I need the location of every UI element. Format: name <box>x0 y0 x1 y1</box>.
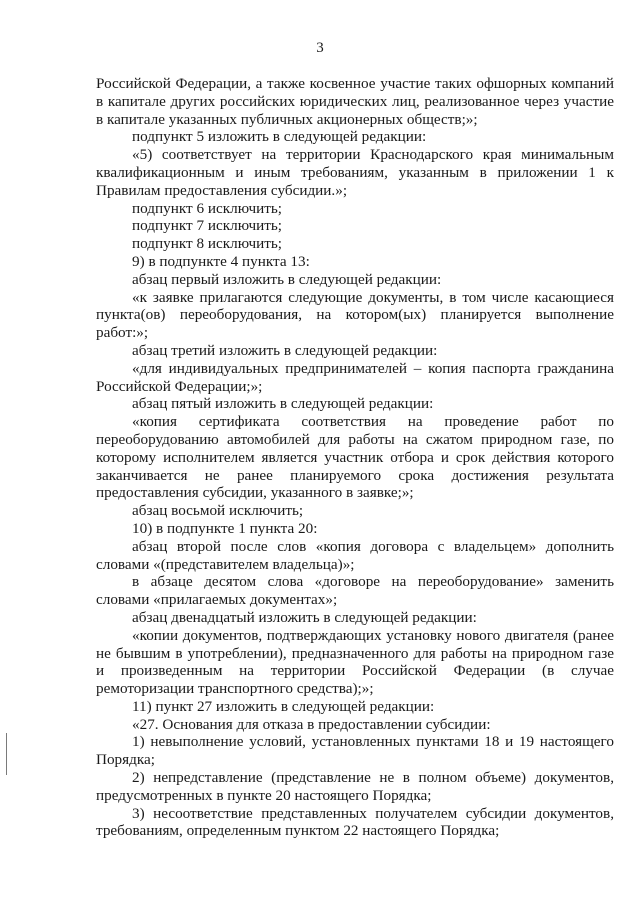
paragraph: «для индивидуальных предпринимателей – копия паспорта гражданина Российской Федерации;»; <box>96 359 614 395</box>
paragraph: в абзаце десятом слова «договоре на переоборудование» заменить словами «прилагаемых документах»; <box>96 573 614 609</box>
paragraph: 10) в подпункте 1 пункта 20: <box>132 519 318 537</box>
document-body <box>96 75 614 840</box>
paragraph: подпункт 5 изложить в следующей редакции: <box>132 128 427 146</box>
paragraph: абзац третий изложить в следующей редакции: <box>132 341 438 359</box>
paragraph: 3) несоответствие представленных получателем субсидии документов, требованиям, определенным пунктом 22 настоящего Порядка; <box>96 804 614 840</box>
paragraph: Российской Федерации, а также косвенное участие таких офшорных компаний в капитале других российских юридических лиц, реализованное через участие в капитале указанных публичных акционерных обществ;»; <box>96 75 614 128</box>
paragraph: абзац первый изложить в следующей редакции: <box>132 270 442 288</box>
paragraph: абзац двенадцатый изложить в следующей редакции: <box>132 608 477 626</box>
paragraph: «5) соответствует на территории Краснодарского края минимальным квалификационным и иным требованиям, указанным в приложении 1 к Правилам предоставления субсидии.»; <box>96 146 614 199</box>
paragraph: абзац второй после слов «копия договора с владельцем» дополнить словами «(представителем владельца)»; <box>96 537 614 573</box>
paragraph: 11) пункт 27 изложить в следующей редакции: <box>132 697 435 715</box>
paragraph: подпункт 7 исключить; <box>132 217 283 235</box>
paragraph: подпункт 6 исключить; <box>132 199 283 217</box>
paragraph: «к заявке прилагаются следующие документы, в том числе касающиеся пункта(ов) переоборудования, на котором(ых) планируется выполнение работ:»; <box>96 288 614 342</box>
page-number: 3 <box>316 40 324 56</box>
paragraph: 9) в подпункте 4 пункта 13: <box>132 252 310 270</box>
paragraph: 2) непредставление (представление не в полном объеме) документов, предусмотренных в пункте 20 настоящего Порядка; <box>96 769 614 804</box>
paragraph: «копии документов, подтверждающих установку нового двигателя (ранее не бывшим в употреблении), предназначенного для работы на природном газе и произведенным на территории Российской Федерации (в случае ремоторизации транспортного средства);»; <box>96 626 614 698</box>
paragraph: «копия сертификата соответствия на проведение работ по переоборудованию автомобилей для работы на сжатом природном газе, по которому исполнителем является участник отбора и срок действия которого заканчивается не ранее планируемого срока достижения результата предоставления субсидии, указанного в заявке;»; <box>96 413 614 502</box>
paragraph: 1) невыполнение условий, установленных пунктами 18 и 19 настоящего Порядка; <box>96 733 614 769</box>
scan-edge-mark <box>6 733 7 775</box>
paragraph: «27. Основания для отказа в предоставлении субсидии: <box>132 715 491 733</box>
paragraph: абзац восьмой исключить; <box>132 502 304 520</box>
paragraph: подпункт 8 исключить; <box>132 235 283 253</box>
paragraph: абзац пятый изложить в следующей редакции: <box>132 395 434 413</box>
